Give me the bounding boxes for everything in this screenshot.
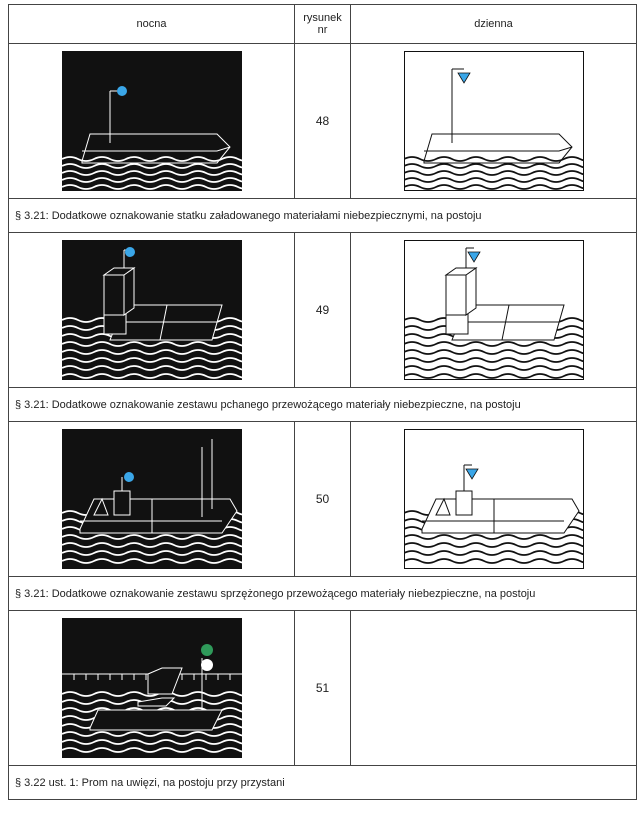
blue-light-icon xyxy=(124,472,134,482)
table-header-row xyxy=(9,5,637,44)
header-figure-number: rysunek nr xyxy=(295,5,351,44)
row-caption: § 3.21: Dodatkowe oznakowanie zestawu pchanego przewożącego materiały niebezpieczne, na postoju xyxy=(9,388,637,422)
table-row xyxy=(9,44,637,199)
day-figure-48 xyxy=(351,44,637,199)
day-vessel-illustration xyxy=(404,51,584,191)
caption-row xyxy=(9,766,637,800)
row-caption: § 3.21: Dodatkowe oznakowanie zestawu sprzężonego przewożącego materiały niebezpieczne, na postoju xyxy=(9,577,637,611)
day-figure-50 xyxy=(351,422,637,577)
green-light-icon xyxy=(201,644,213,656)
figure-number: 50 xyxy=(295,422,351,577)
row-caption: § 3.21: Dodatkowe oznakowanie statku załadowanego materiałami niebezpiecznymi, na postoju xyxy=(9,199,637,233)
figure-number: 51 xyxy=(295,611,351,766)
row-caption: § 3.22 ust. 1: Prom na uwięzi, na postoju przy przystani xyxy=(9,766,637,800)
night-figure-50 xyxy=(9,422,295,577)
night-ferry-illustration xyxy=(62,618,242,758)
night-pushed-convoy-illustration xyxy=(62,240,242,380)
caption-row xyxy=(9,388,637,422)
white-light-icon xyxy=(201,659,213,671)
signals-table-sheet xyxy=(8,4,636,800)
night-figure-49 xyxy=(9,233,295,388)
signals-table xyxy=(8,4,637,800)
day-coupled-convoy-illustration xyxy=(404,429,584,569)
night-figure-48 xyxy=(9,44,295,199)
day-pushed-convoy-illustration xyxy=(404,240,584,380)
blue-light-icon xyxy=(117,86,127,96)
caption-row xyxy=(9,577,637,611)
figure-number: 49 xyxy=(295,233,351,388)
header-night: nocna xyxy=(9,5,295,44)
day-figure-51-empty xyxy=(351,611,637,766)
night-coupled-convoy-illustration xyxy=(62,429,242,569)
header-day: dzienna xyxy=(351,5,637,44)
table-row xyxy=(9,611,637,766)
table-row xyxy=(9,233,637,388)
caption-row xyxy=(9,199,637,233)
figure-number: 48 xyxy=(295,44,351,199)
day-figure-49 xyxy=(351,233,637,388)
night-vessel-illustration xyxy=(62,51,242,191)
blue-light-icon xyxy=(125,247,135,257)
night-figure-51 xyxy=(9,611,295,766)
table-row xyxy=(9,422,637,577)
